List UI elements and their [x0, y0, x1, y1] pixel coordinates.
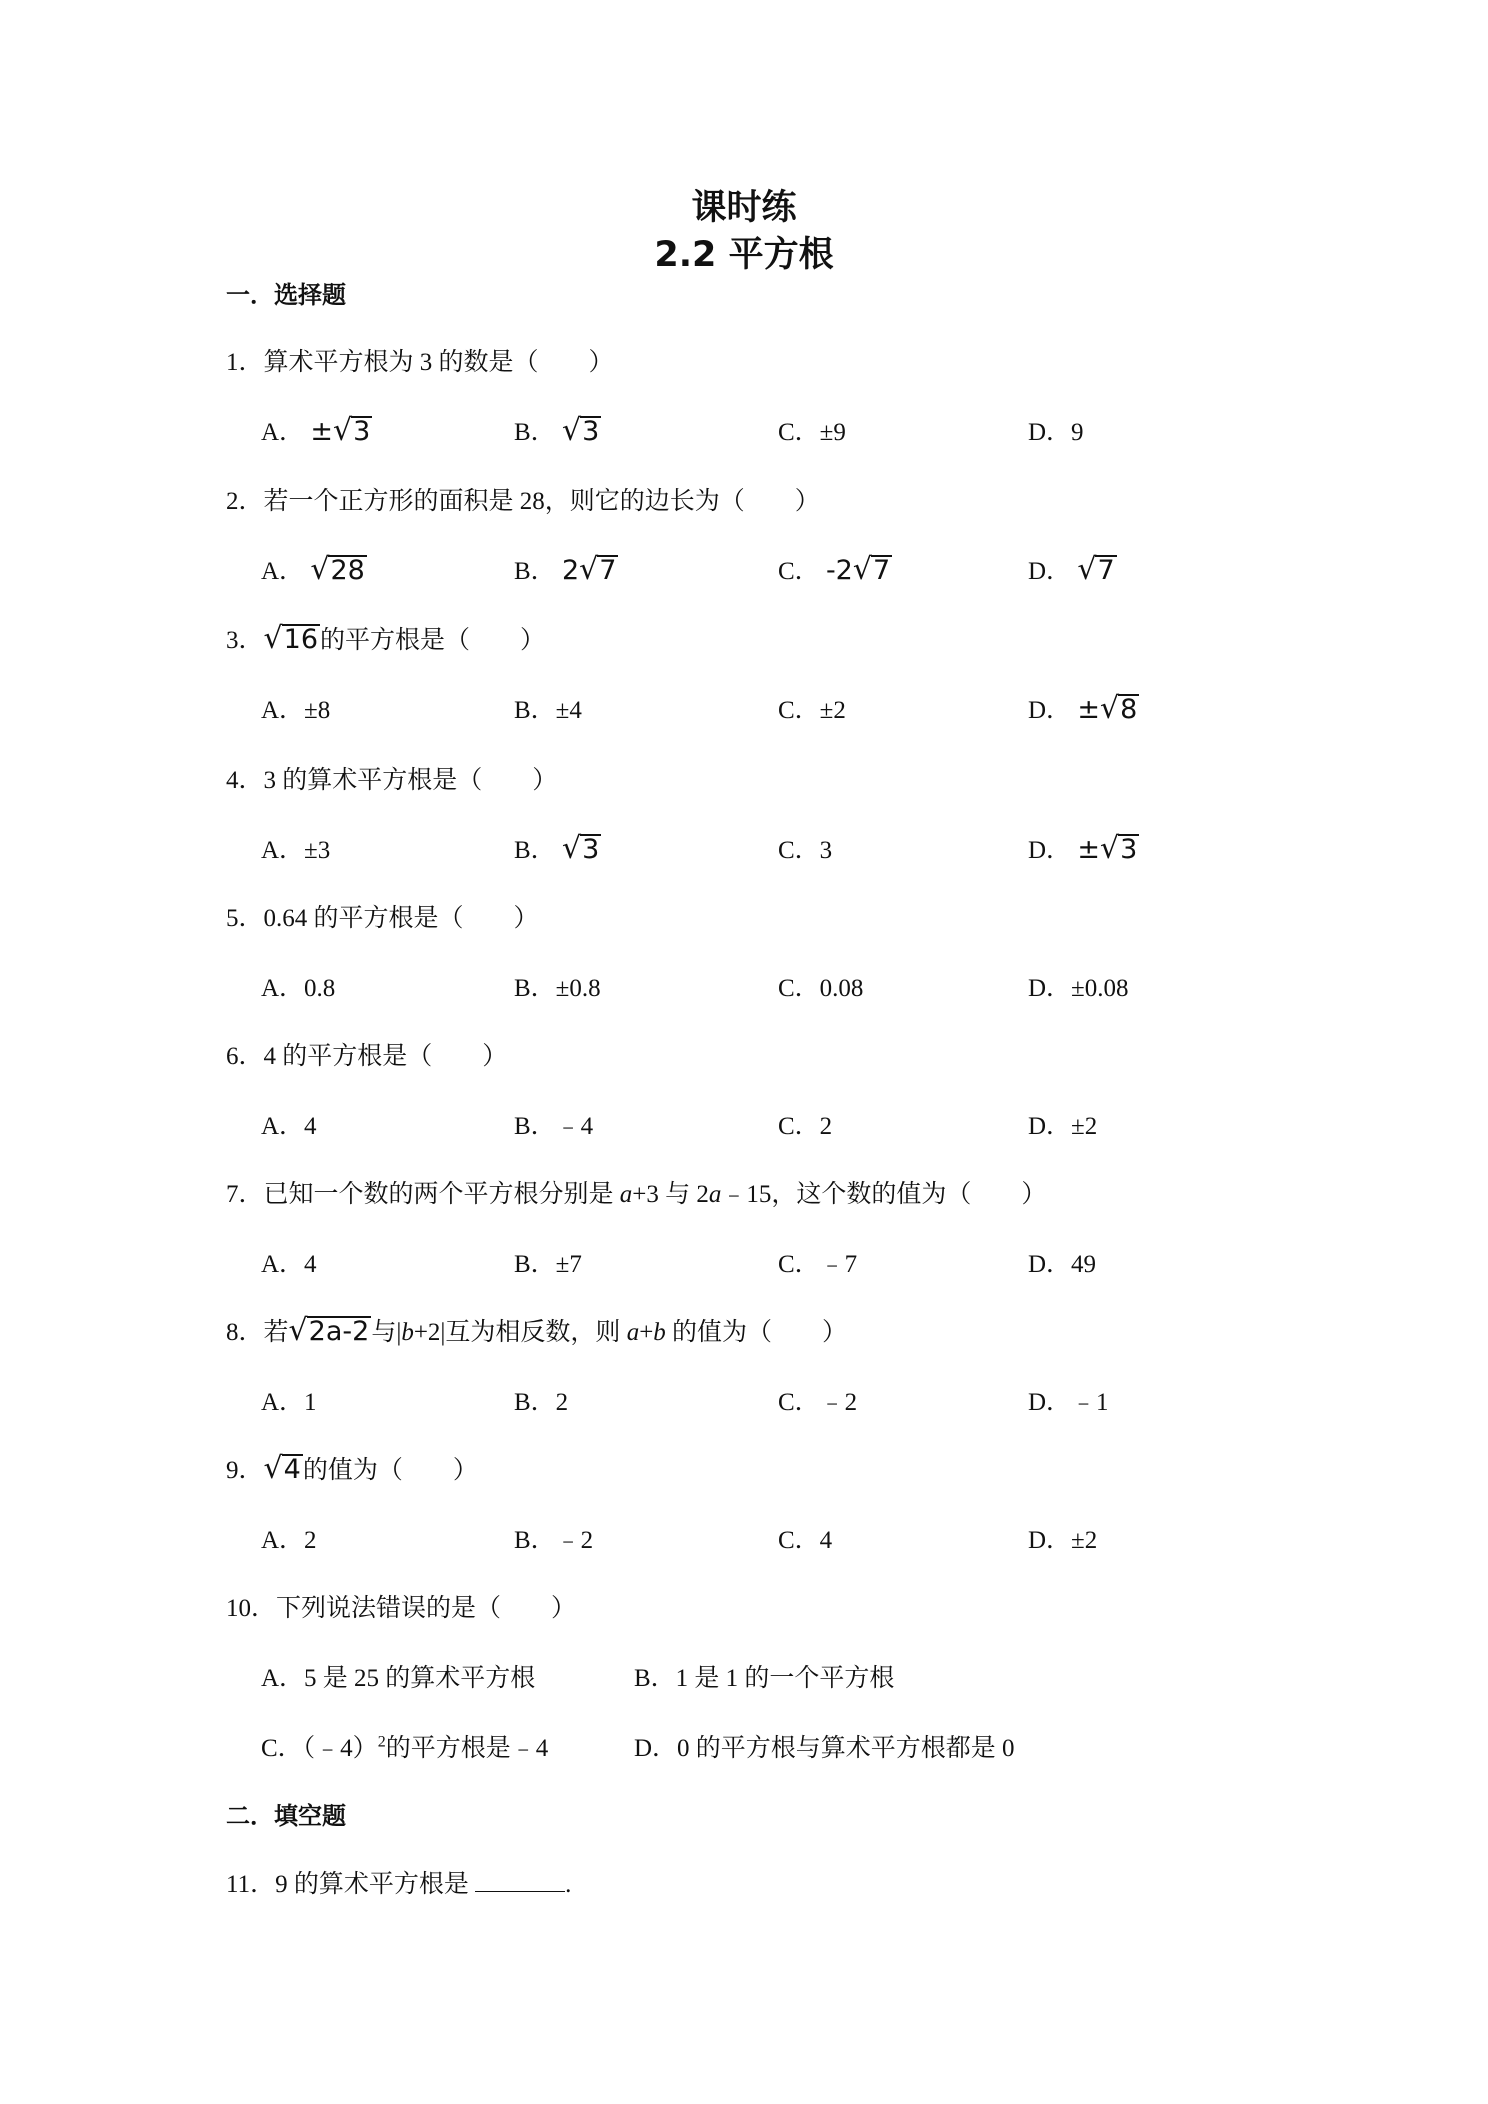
q10-option-a[interactable]: A．5 是 25 的算术平方根 [261, 1665, 536, 1692]
q9-option-d[interactable]: D．±2 [1028, 1527, 1098, 1554]
q9-option-c[interactable]: C．4 [778, 1527, 833, 1554]
question-10 [226, 1588, 576, 1624]
question-11: 11．9 的算术平方根是 . [226, 1864, 571, 1900]
question-8: 8．若√2a-2与|b+2|互为相反数，则 a+b 的值为（ ） [226, 1313, 848, 1348]
q3-option-b[interactable]: B．±4 [514, 697, 582, 724]
q3-option-d[interactable]: D． ±√8 [1028, 691, 1138, 726]
q1-option-c[interactable]: C．±9 [778, 419, 846, 446]
question-7: 7．已知一个数的两个平方根分别是 a+3 与 2a﹣15，这个数的值为（ ） [226, 1181, 1047, 1208]
q10-option-c[interactable]: C．（﹣4）$^2$的平方根是﹣4 [261, 1733, 549, 1762]
question-number: 4． [226, 767, 264, 794]
question-text: 4 的平方根是（ ） [263, 1043, 508, 1070]
q5-option-b[interactable]: B．±0.8 [514, 975, 601, 1002]
q4-option-b[interactable]: B． √3 [514, 831, 600, 866]
question-text: 的值为（ ） [302, 1457, 478, 1484]
sqrt-radicand: 4 [283, 1454, 301, 1485]
q7-option-b[interactable]: B．±7 [514, 1251, 582, 1278]
q9-option-a[interactable]: A．2 [261, 1527, 317, 1554]
q5-option-d[interactable]: D．±0.08 [1028, 975, 1129, 1002]
sqrt-radicand: 2a-2 [308, 1316, 370, 1347]
q3-option-a[interactable]: A．±8 [261, 697, 331, 724]
q10-option-b[interactable]: B．1 是 1 的一个平方根 [634, 1665, 895, 1692]
sqrt-radicand: 7 [872, 555, 891, 586]
question-text: 的平方根是（ ） [320, 627, 546, 654]
q7-option-a[interactable]: A．4 [261, 1251, 317, 1278]
question-3: 3．√16的平方根是（ ） [226, 621, 546, 656]
question-number: 9． [226, 1457, 264, 1484]
q7-option-c[interactable]: C．﹣7 [778, 1251, 858, 1278]
q6-option-b[interactable]: B．﹣4 [514, 1113, 594, 1140]
q5-option-c[interactable]: C．0.08 [778, 975, 864, 1002]
question-5 [226, 898, 539, 934]
question-4 [226, 760, 557, 796]
sqrt-radicand: 7 [1097, 555, 1115, 586]
q9-option-b[interactable]: B．﹣2 [514, 1527, 594, 1554]
question-text: 0.64 的平方根是（ ） [263, 905, 539, 932]
question-number: 11． [226, 1871, 276, 1898]
q6-option-d[interactable]: D．±2 [1028, 1113, 1098, 1140]
q4-option-a[interactable]: A．±3 [261, 837, 331, 864]
q1-option-b[interactable]: B． √3 [514, 413, 600, 448]
question-2 [226, 481, 820, 517]
question-number: 7． [226, 1181, 264, 1208]
page-title: 课时练 [691, 188, 797, 228]
question-number: 6． [226, 1043, 264, 1070]
question-text: 下列说法错误的是（ ） [276, 1595, 577, 1622]
sqrt-radicand: 7 [599, 555, 617, 586]
question-number: 3． [226, 627, 264, 654]
page-subtitle: 2.2 平方根 [654, 235, 834, 275]
sqrt-radicand: 3 [353, 416, 371, 447]
sqrt-radicand: 28 [330, 555, 365, 586]
q4-option-c[interactable]: C．3 [778, 837, 833, 864]
question-9: 9．√4的值为（ ） [226, 1451, 478, 1486]
question-text: 算术平方根为 3 的数是（ ） [263, 349, 614, 376]
question-number: 8． [226, 1319, 264, 1346]
q8-option-a[interactable]: A．1 [261, 1389, 317, 1416]
section-heading-choice: 一．选择题 [226, 281, 346, 309]
section-heading-fill-blank: 二．填空题 [226, 1802, 346, 1830]
answer-blank[interactable] [475, 1867, 565, 1892]
question-text: 3 的算术平方根是（ ） [263, 767, 558, 794]
sqrt-radicand: 8 [1120, 694, 1138, 725]
q2-option-a[interactable]: A． √28 [261, 552, 365, 587]
q6-option-a[interactable]: A．4 [261, 1113, 317, 1140]
sqrt-radicand: 3 [1120, 834, 1138, 865]
question-number: 1． [226, 349, 264, 376]
question-text: 9 的算术平方根是 [275, 1871, 469, 1898]
q3-option-c[interactable]: C．±2 [778, 697, 846, 724]
q8-option-c[interactable]: C．﹣2 [778, 1389, 858, 1416]
sqrt-radicand: 3 [582, 416, 600, 447]
q1-option-d[interactable]: D．9 [1028, 419, 1084, 446]
question-text: 若一个正方形的面积是 28，则它的边长为（ ） [263, 488, 820, 515]
question-number: 2． [226, 488, 264, 515]
q5-option-a[interactable]: A．0.8 [261, 975, 336, 1002]
q8-option-b[interactable]: B．2 [514, 1389, 569, 1416]
q2-option-b[interactable]: B． 2√7 [514, 552, 617, 587]
sqrt-radicand: 16 [283, 624, 318, 655]
q4-option-d[interactable]: D． ±√3 [1028, 831, 1138, 866]
sqrt-radicand: 3 [582, 834, 600, 865]
question-6 [226, 1036, 507, 1072]
q7-option-d[interactable]: D．49 [1028, 1251, 1097, 1278]
q10-option-d[interactable]: D．0 的平方根与算术平方根都是 0 [634, 1735, 1015, 1762]
question-1 [226, 342, 614, 378]
q1-option-a[interactable]: A． ±√3 [261, 413, 371, 448]
q2-option-d[interactable]: D． √7 [1028, 552, 1115, 587]
q6-option-c[interactable]: C．2 [778, 1113, 833, 1140]
question-number: 10． [226, 1595, 277, 1622]
q2-option-c[interactable]: C． -2√7 [778, 552, 891, 587]
q8-option-d[interactable]: D．﹣1 [1028, 1389, 1109, 1416]
question-number: 5． [226, 905, 264, 932]
